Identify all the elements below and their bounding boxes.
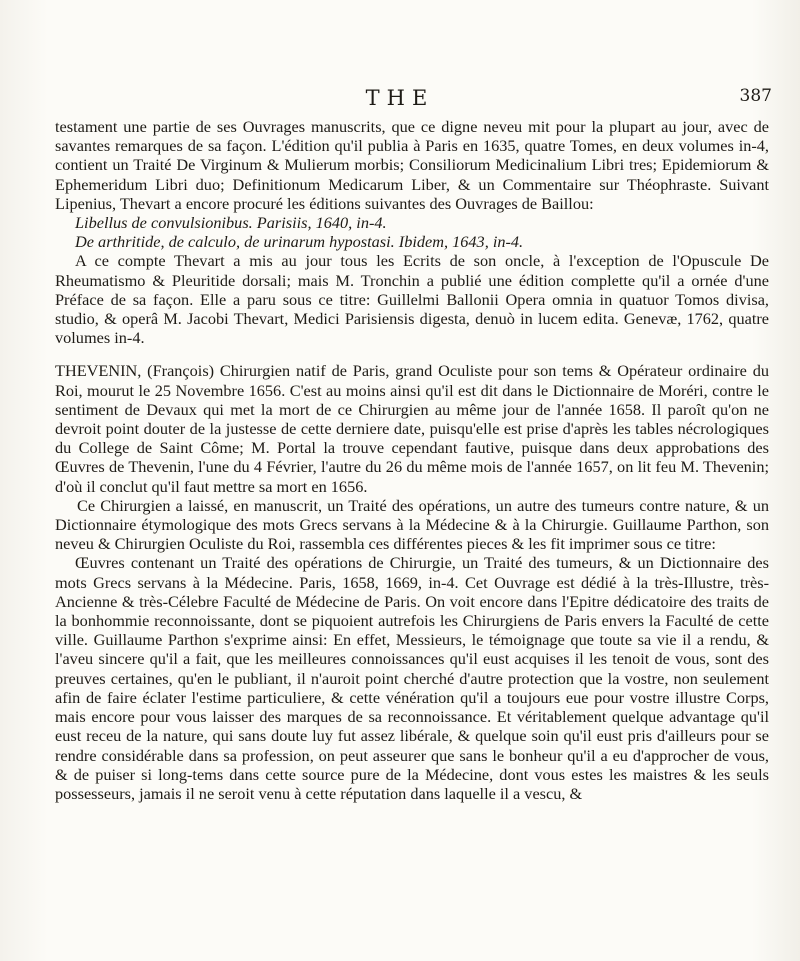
entry-libellus: Libellus de convulsionibus. Parisiis, 1640, in-4.	[75, 213, 387, 233]
entry-de-arthritide: De arthritide, de calculo, de urinarum hypostasi. Ibidem, 1643, in-4.	[75, 232, 524, 252]
paragraph-thevart-works: testament une partie de ses Ouvrages manuscrits, que ce digne neveu mit pour la plupart au jour, avec de savantes remarques de sa façon. L'édition qu'il publia à Paris en 1635, quatre Tomes, en deux volumes in-4, contient un Traité De Virginum & Mulierum morbis; Consiliorum Medicinalium Libri tres; Epidemiorum & Ephemeridum Libri duo; Definitionum Medicarum Liber, & un Commentaire sur Théophraste. Suivant Lipenius, Thevart a encore procuré les éditions suivantes des Ouvrages de Baillou:	[55, 117, 769, 213]
running-header: THE	[365, 86, 435, 110]
paragraph-tronchin-edition: A ce compte Thevart a mis au jour tous les Ecrits de son oncle, à l'exception de l'Opuscule De Rheumatismo & Pleuritide dorsali; mais M. Tronchin a publié une édition complette qu'il a ornée d'une Préface de sa façon. Elle a paru sous ce titre: Guillelmi Ballonii Opera omnia in quatuor Tomos divisa, studio, & operâ M. Jacobi Thevart, Medici Parisiensis digesta, denuò in lucem edita. Genevæ, 1762, quatre volumes in-4.	[55, 251, 769, 348]
section-gap	[55, 347, 769, 361]
paragraph-manuscripts: Ce Chirurgien a laissé, en manuscrit, un Traité des opérations, un autre des tumeurs contre nature, & un Dictionnaire étymologique des mots Grecs servans à la Médecine & à la Chirurgie. Guillaume Parthon, son neveu & Chirurgien Oculiste du Roi, rassembla ces différentes pieces & les fit imprimer sous ce titre:	[55, 495, 769, 554]
page-number: 387	[739, 86, 772, 106]
body-text	[55, 117, 769, 803]
paragraph-thevenin-entry: THEVENIN, (François) Chirurgien natif de Paris, grand Oculiste pour son tems & Opérateur ordinaire du Roi, mourut le 25 Novembre 1656. C'est au moins ainsi qu'il est dit dans le Dictionnaire de Moréri, contre le sentiment de Devaux qui met la mort de ce Chirurgien au même jour de l'année 1658. Il paroît qu'on ne devroit point douter de la justesse de cette derniere date, puisqu'elle est prise d'après les tables nécrologiques du College de Saint Côme; M. Portal la trouve cependant fautive, puisque dans deux approbations des Œuvres de Thevenin, l'une du 4 Février, l'autre du 26 du même mois de l'année 1657, on lit feu M. Thevenin; d'où il conclut qu'il faut mettre sa mort en 1656.	[55, 361, 769, 496]
paragraph-oeuvres: Œuvres contenant un Traité des opérations de Chirurgie, un Traité des tumeurs, & un Dictionnaire des mots Grecs servans à la Médecine. Paris, 1658, 1669, in-4. Cet Ouvrage est dédié à la très-Illustre, très-Ancienne & très-Célebre Faculté de Médecine de Paris. On voit encore dans l'Epitre dédicatoire des traits de la bonhommie reconnoissante, dont se piquoient autrefois les Chirurgiens de Paris envers la Faculté de cette ville. Guillaume Parthon s'exprime ainsi: En effet, Messieurs, le témoignage que toute sa vie il a rendu, & l'aveu sincere qu'il a fait, que les meilleures connoissances qu'il eust acquises il les tenoit de vous, sont des preuves certaines, qu'en le publiant, il n'auroit point cherché d'autre protection que la vostre, non seulement afin de faire éclater l'estime particuliere, & cette vénération qu'il a toujours eue pour vostre illustre Corps, mais encore pour vous laisser des marques de sa reconnoissance. Et véritablement quelque advantage qu'il eust receu de la nature, qui sans doute luy fut assez libérale, & quelque soin qu'il eust pris d'ailleurs pour se rendre considérable dans sa profession, on peut asseurer que sans le bonheur qu'il a eu d'approcher de vous, & de puiser si long-tems dans cette source pure de la Médecine, dont vous estes les maistres & les seuls possesseurs, jamais il ne seroit venu à cette réputation dans laquelle il a vescu, &	[55, 553, 769, 803]
